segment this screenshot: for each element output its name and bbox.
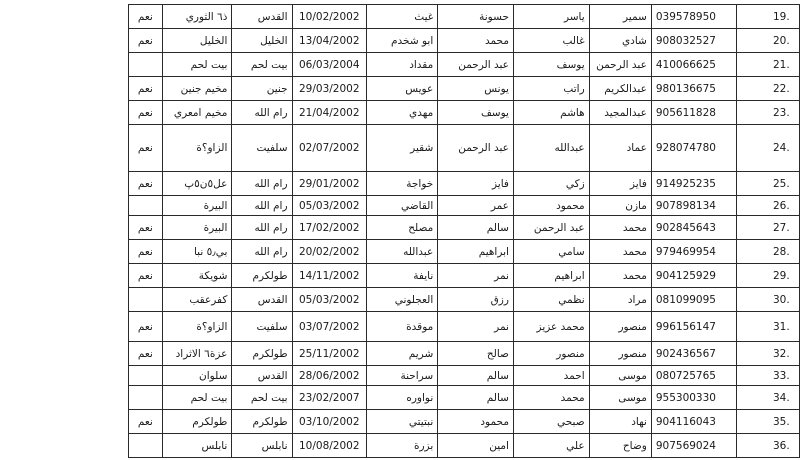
father-name-cell: محمد عزيز: [513, 312, 589, 342]
row-number-cell: [736, 342, 799, 366]
row-number: 31.: [773, 320, 790, 333]
row-number: 24.: [773, 142, 790, 154]
last-name-cell: بزرة: [366, 434, 437, 458]
grandfather-name-cell: نمر: [438, 264, 514, 288]
id-number-cell: 979469954: [651, 240, 736, 264]
father-name-cell: عبدالله: [513, 125, 589, 172]
city-cell: رام الله: [232, 101, 292, 125]
id-number-cell: 914925235: [651, 172, 736, 196]
grandfather-name-cell: امين: [438, 434, 514, 458]
grandfather-name-cell: سالم: [438, 216, 514, 240]
place-cell: مخيم جنين: [162, 77, 232, 101]
city-cell: سلفيت: [232, 125, 292, 172]
id-number-cell: 039578950: [651, 5, 736, 29]
row-number-cell: [736, 366, 799, 386]
grandfather-name-cell: عبد الرحمن: [438, 125, 514, 172]
date-cell: 17/02/2002: [292, 216, 366, 240]
row-number: 29.: [773, 269, 790, 282]
grandfather-name-cell: فايز: [438, 172, 514, 196]
flag-cell: نعم: [129, 5, 163, 29]
last-name-cell: شقير: [366, 125, 437, 172]
id-number-cell: 902845643: [651, 216, 736, 240]
id-number-cell: 080725765: [651, 366, 736, 386]
row-number-cell: [736, 240, 799, 264]
father-name-cell: محمد: [513, 386, 589, 410]
row-number: 21.: [773, 58, 790, 71]
first-name-cell: محمد: [589, 240, 651, 264]
place-cell: شويكة: [162, 264, 232, 288]
grandfather-name-cell: محمود: [438, 410, 514, 434]
date-cell: 05/03/2002: [292, 196, 366, 216]
row-number-cell: [736, 77, 799, 101]
date-cell: 05/03/2002: [292, 288, 366, 312]
city-cell: طولكرم: [232, 342, 292, 366]
father-name-cell: هاشم: [513, 101, 589, 125]
place-cell: عزة٦ الاثراد: [162, 342, 232, 366]
table-row: [129, 312, 800, 342]
grandfather-name-cell: يوسف: [438, 101, 514, 125]
date-cell: 20/02/2002: [292, 240, 366, 264]
flag-cell: نعم: [129, 264, 163, 288]
first-name-cell: مازن: [589, 196, 651, 216]
city-cell: نابلس: [232, 434, 292, 458]
date-cell: 10/08/2002: [292, 434, 366, 458]
date-cell: 10/02/2002: [292, 5, 366, 29]
table-row: [129, 434, 800, 458]
row-number: 30.: [773, 293, 790, 306]
first-name-cell: منصور: [589, 312, 651, 342]
place-cell: مخيم امعري: [162, 101, 232, 125]
table-row: [129, 366, 800, 386]
father-name-cell: عبد الرحمن: [513, 216, 589, 240]
flag-cell: نعم: [129, 101, 163, 125]
father-name-cell: ياسر: [513, 5, 589, 29]
flag-cell: نعم: [129, 77, 163, 101]
city-cell: بيت لحم: [232, 53, 292, 77]
id-number-cell: 996156147: [651, 312, 736, 342]
last-name-cell: العجلوني: [366, 288, 437, 312]
row-number-cell: [736, 312, 799, 342]
last-name-cell: عبدالله: [366, 240, 437, 264]
first-name-cell: شادي: [589, 29, 651, 53]
row-number-cell: [736, 29, 799, 53]
last-name-cell: مهدي: [366, 101, 437, 125]
place-cell: بي٥٫ نبا: [162, 240, 232, 264]
flag-cell: [129, 196, 163, 216]
city-cell: سلفيت: [232, 312, 292, 342]
row-number-cell: [736, 101, 799, 125]
row-number-cell: [736, 264, 799, 288]
id-number-cell: 904116043: [651, 410, 736, 434]
city-cell: رام الله: [232, 216, 292, 240]
row-number: 28.: [773, 245, 790, 258]
date-cell: 02/07/2002: [292, 125, 366, 172]
first-name-cell: محمد: [589, 264, 651, 288]
flag-cell: [129, 366, 163, 386]
id-number-cell: 081099095: [651, 288, 736, 312]
flag-cell: نعم: [129, 240, 163, 264]
id-number-cell: 904125929: [651, 264, 736, 288]
row-number: 23.: [773, 106, 790, 119]
father-name-cell: ابراهيم: [513, 264, 589, 288]
table-body: [129, 5, 800, 458]
flag-cell: نعم: [129, 342, 163, 366]
id-number-cell: 902436567: [651, 342, 736, 366]
id-number-cell: 928074780: [651, 125, 736, 172]
last-name-cell: خواجة: [366, 172, 437, 196]
row-number: 35.: [773, 415, 790, 428]
first-name-cell: منصور: [589, 342, 651, 366]
row-number: 33.: [773, 369, 790, 382]
row-number: 20.: [773, 34, 790, 47]
first-name-cell: عبد الرحمن: [589, 53, 651, 77]
table-row: [129, 240, 800, 264]
last-name-cell: شريم: [366, 342, 437, 366]
table-row: [129, 29, 800, 53]
city-cell: طولكرم: [232, 410, 292, 434]
city-cell: القدس: [232, 366, 292, 386]
last-name-cell: مصلح: [366, 216, 437, 240]
place-cell: بيت لحم: [162, 53, 232, 77]
flag-cell: [129, 53, 163, 77]
row-number: 36.: [773, 439, 790, 452]
first-name-cell: عبدالمجيد: [589, 101, 651, 125]
row-number-cell: [736, 125, 799, 172]
id-number-cell: 905611828: [651, 101, 736, 125]
id-number-cell: 907898134: [651, 196, 736, 216]
city-cell: القدس: [232, 5, 292, 29]
last-name-cell: نواوره: [366, 386, 437, 410]
grandfather-name-cell: يونس: [438, 77, 514, 101]
date-cell: 28/06/2002: [292, 366, 366, 386]
father-name-cell: نظمي: [513, 288, 589, 312]
grandfather-name-cell: سالم: [438, 386, 514, 410]
table-row: [129, 288, 800, 312]
row-number-cell: [736, 196, 799, 216]
table-row: [129, 77, 800, 101]
table-row: [129, 125, 800, 172]
first-name-cell: محمد: [589, 216, 651, 240]
id-number-cell: 955300330: [651, 386, 736, 410]
row-number: 25.: [773, 177, 790, 190]
row-number-cell: [736, 5, 799, 29]
first-name-cell: وضاح: [589, 434, 651, 458]
father-name-cell: غالب: [513, 29, 589, 53]
flag-cell: نعم: [129, 410, 163, 434]
last-name-cell: نايفة: [366, 264, 437, 288]
place-cell: البيرة: [162, 196, 232, 216]
place-cell: طولكرم: [162, 410, 232, 434]
date-cell: 23/02/2007: [292, 386, 366, 410]
father-name-cell: يوسف: [513, 53, 589, 77]
place-cell: البيرة: [162, 216, 232, 240]
table-row: [129, 264, 800, 288]
grandfather-name-cell: عبد الرحمن: [438, 53, 514, 77]
date-cell: 25/11/2002: [292, 342, 366, 366]
father-name-cell: احمد: [513, 366, 589, 386]
date-cell: 03/10/2002: [292, 410, 366, 434]
grandfather-name-cell: رزق: [438, 288, 514, 312]
row-number-cell: [736, 288, 799, 312]
place-cell: كفرعقب: [162, 288, 232, 312]
table-row: [129, 342, 800, 366]
date-cell: 29/01/2002: [292, 172, 366, 196]
row-number-cell: [736, 434, 799, 458]
table-row: [129, 386, 800, 410]
date-cell: 29/03/2002: [292, 77, 366, 101]
place-cell: نابلس: [162, 434, 232, 458]
city-cell: رام الله: [232, 196, 292, 216]
row-number-cell: [736, 216, 799, 240]
row-number: 22.: [773, 82, 790, 95]
row-number-cell: [736, 410, 799, 434]
place-cell: الخليل: [162, 29, 232, 53]
names-table: [128, 4, 800, 458]
first-name-cell: موسى: [589, 386, 651, 410]
flag-cell: نعم: [129, 172, 163, 196]
flag-cell: نعم: [129, 125, 163, 172]
row-number: 27.: [773, 221, 790, 234]
date-cell: 14/11/2002: [292, 264, 366, 288]
table-row: [129, 172, 800, 196]
first-name-cell: عبدالكريم: [589, 77, 651, 101]
table-row: [129, 5, 800, 29]
last-name-cell: ابو شخدم: [366, 29, 437, 53]
place-cell: بيت لحم: [162, 386, 232, 410]
last-name-cell: مقداد: [366, 53, 437, 77]
grandfather-name-cell: صالح: [438, 342, 514, 366]
id-number-cell: 908032527: [651, 29, 736, 53]
row-number-cell: [736, 386, 799, 410]
place-cell: الزاو؟ة: [162, 312, 232, 342]
date-cell: 03/07/2002: [292, 312, 366, 342]
flag-cell: نعم: [129, 312, 163, 342]
place-cell: ذ٦ الثوري: [162, 5, 232, 29]
flag-cell: [129, 434, 163, 458]
table-row: [129, 410, 800, 434]
first-name-cell: فايز: [589, 172, 651, 196]
first-name-cell: نهاد: [589, 410, 651, 434]
father-name-cell: منصور: [513, 342, 589, 366]
place-cell: عل٥ن٥ﭖ: [162, 172, 232, 196]
id-number-cell: 980136675: [651, 77, 736, 101]
last-name-cell: نبتيتي: [366, 410, 437, 434]
grandfather-name-cell: ابراهيم: [438, 240, 514, 264]
table-row: [129, 53, 800, 77]
flag-cell: نعم: [129, 29, 163, 53]
row-number: 34.: [773, 391, 790, 404]
row-number: 26.: [773, 199, 790, 212]
last-name-cell: موقدة: [366, 312, 437, 342]
city-cell: بيت لحم: [232, 386, 292, 410]
grandfather-name-cell: نمر: [438, 312, 514, 342]
row-number: 19.: [773, 10, 790, 23]
table-row: [129, 196, 800, 216]
place-cell: الزاو؟ة: [162, 125, 232, 172]
father-name-cell: محمود: [513, 196, 589, 216]
row-number: 32.: [773, 347, 790, 360]
first-name-cell: عماد: [589, 125, 651, 172]
table-row: [129, 216, 800, 240]
father-name-cell: صبحي: [513, 410, 589, 434]
flag-cell: [129, 386, 163, 410]
place-cell: سلوان: [162, 366, 232, 386]
id-number-cell: 410066625: [651, 53, 736, 77]
city-cell: طولكرم: [232, 264, 292, 288]
father-name-cell: راتب: [513, 77, 589, 101]
father-name-cell: سامي: [513, 240, 589, 264]
city-cell: القدس: [232, 288, 292, 312]
last-name-cell: غيث: [366, 5, 437, 29]
first-name-cell: موسى: [589, 366, 651, 386]
id-number-cell: 907569024: [651, 434, 736, 458]
father-name-cell: زكي: [513, 172, 589, 196]
grandfather-name-cell: سالم: [438, 366, 514, 386]
date-cell: 06/03/2004: [292, 53, 366, 77]
city-cell: رام الله: [232, 172, 292, 196]
city-cell: جنين: [232, 77, 292, 101]
first-name-cell: سمير: [589, 5, 651, 29]
last-name-cell: عويس: [366, 77, 437, 101]
grandfather-name-cell: حسونة: [438, 5, 514, 29]
row-number-cell: [736, 172, 799, 196]
flag-cell: نعم: [129, 216, 163, 240]
grandfather-name-cell: عمر: [438, 196, 514, 216]
grandfather-name-cell: محمد: [438, 29, 514, 53]
city-cell: رام الله: [232, 240, 292, 264]
last-name-cell: سراحنة: [366, 366, 437, 386]
row-number-cell: [736, 53, 799, 77]
city-cell: الخليل: [232, 29, 292, 53]
last-name-cell: القاضي: [366, 196, 437, 216]
date-cell: 13/04/2002: [292, 29, 366, 53]
table-row: [129, 101, 800, 125]
first-name-cell: مراد: [589, 288, 651, 312]
flag-cell: [129, 288, 163, 312]
father-name-cell: علي: [513, 434, 589, 458]
date-cell: 21/04/2002: [292, 101, 366, 125]
